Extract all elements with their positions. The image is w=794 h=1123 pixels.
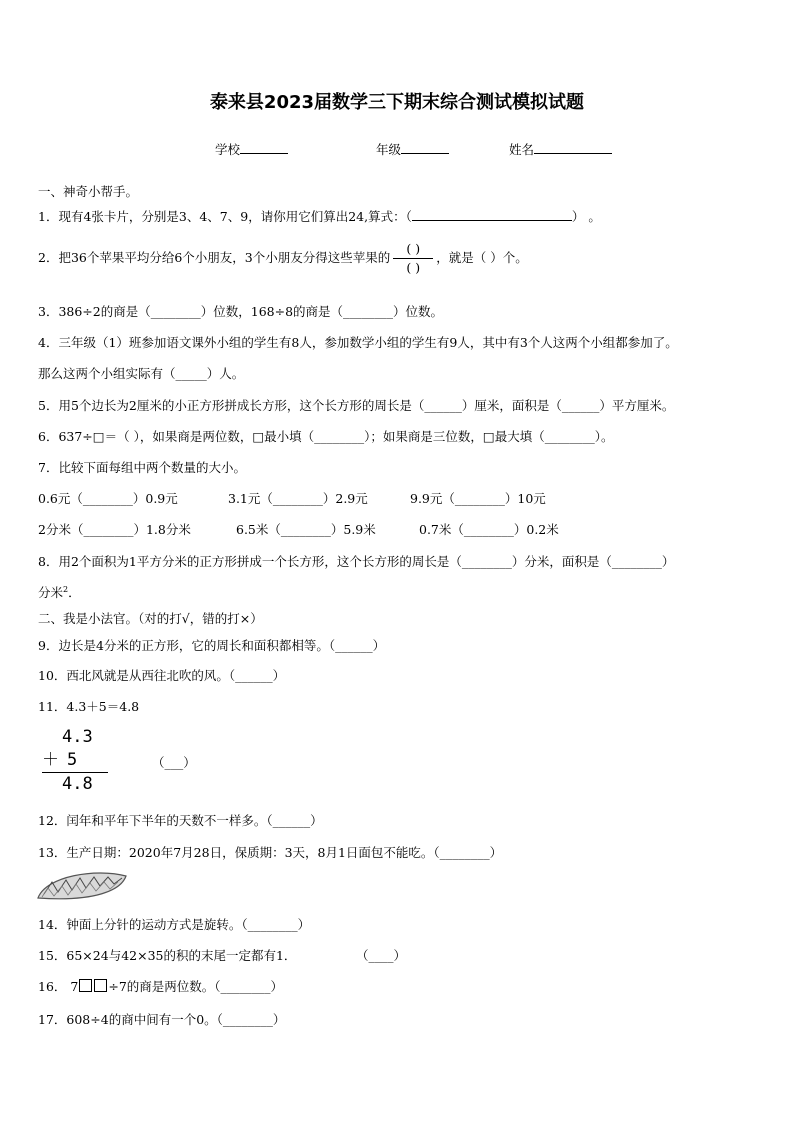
question-11: 11．4.3＋5＝4.8 [38, 699, 140, 714]
digit-box-icon[interactable] [94, 979, 107, 992]
section-1-heading: 一、神奇小帮手。 [38, 184, 139, 199]
question-16-text-b: ÷7的商是两位数。（________） [108, 979, 284, 994]
school-field [215, 140, 288, 158]
school-blank[interactable] [240, 140, 288, 154]
question-2-text-b: ，就是（ ）个。 [436, 250, 528, 265]
question-12: 12．闰年和平年下半年的天数不一样多。（______） [38, 813, 323, 828]
question-1-text: 1．现有4张卡片，分别是3、4、7、9，请你用它们算出24,算式：（ [38, 209, 412, 224]
question-7-row-1-b: 3.1元（________）2.9元 [228, 491, 368, 506]
question-8-end: ． [68, 585, 81, 600]
question-15-answer[interactable]: （____） [356, 948, 407, 963]
question-8-line-2 [38, 583, 81, 601]
digit-box-icon[interactable] [79, 979, 92, 992]
question-8-superscript: 2 [63, 584, 69, 594]
question-6: 6．637÷□＝（ ），如果商是两位数，□最小填（________）；如果商是三位数，□最大填（________）。 [38, 429, 614, 444]
vertical-addend: 5 [67, 750, 78, 770]
section-2-heading: 二、我是小法官。（对的打√，错的打×） [38, 611, 263, 626]
question-5: 5．用5个边长为2厘米的小正方形拼成长方形，这个长方形的周长是（______）厘米，面积是（______）平方厘米。 [38, 398, 675, 413]
vertical-result: 4.8 [62, 774, 93, 794]
question-7-row-2-a: 2分米（________）1.8分米 [38, 522, 191, 537]
question-2 [38, 241, 528, 276]
question-16-text-a: 16． 7 [38, 979, 79, 994]
question-7-row-2-b: 6.5米（________）5.9米 [236, 522, 376, 537]
question-8-line-1: 8．用2个面积为1平方分米的正方形拼成一个长方形，这个长方形的周长是（________）分米，面积是（________） [38, 554, 675, 569]
fraction-denominator: ( ) [406, 260, 421, 275]
name-blank[interactable] [534, 140, 612, 154]
question-7-row-1-c: 9.9元（________）10元 [410, 491, 546, 506]
grade-label: 年级 [376, 142, 402, 157]
question-14: 14．钟面上分针的运动方式是旋转。（________） [38, 917, 311, 932]
question-17: 17．608÷4的商中间有一个0。（________） [38, 1012, 286, 1027]
question-7-row-1-a: 0.6元（________）0.9元 [38, 491, 178, 506]
grade-blank[interactable] [401, 140, 449, 154]
question-8-unit: 分米 [38, 585, 64, 600]
school-label: 学校 [215, 142, 241, 157]
question-15: 15．65×24与42×35的积的末尾一定都有1． [38, 948, 297, 963]
plus-sign: ＋ [42, 750, 59, 770]
question-11-answer[interactable]: （___） [152, 755, 196, 770]
question-3: 3．386÷2的商是（________）位数，168÷8的商是（________）位数。 [38, 304, 444, 319]
question-16 [38, 977, 283, 995]
bread-icon [36, 868, 128, 904]
question-7: 7．比较下面每组中两个数量的大小。 [38, 460, 246, 475]
question-4-line-2: 那么这两个小组实际有（_____）人。 [38, 366, 245, 381]
vertical-addition [42, 726, 108, 796]
question-2-fraction[interactable] [393, 241, 433, 276]
vertical-plus-row [42, 749, 108, 773]
question-1-end: ） 。 [571, 209, 601, 224]
question-1 [38, 207, 601, 225]
fraction-numerator: ( ) [406, 241, 421, 256]
name-field [509, 140, 612, 158]
fraction-bar [393, 258, 433, 259]
page-title: 泰来县2023届数学三下期末综合测试模拟试题 [209, 92, 585, 113]
question-9: 9．边长是4分米的正方形，它的周长和面积都相等。（______） [38, 638, 386, 653]
question-4-line-1: 4．三年级（1）班参加语文课外小组的学生有8人，参加数学小组的学生有9人，其中有3个人这两个小组都参加了。 [38, 335, 678, 350]
name-label: 姓名 [509, 142, 535, 157]
question-1-answer-blank[interactable] [412, 207, 572, 221]
question-2-text-a: 2．把36个苹果平均分给6个小朋友，3个小朋友分得这些苹果的 [38, 250, 391, 265]
question-13: 13．生产日期：2020年7月28日，保质期：3天，8月1日面包不能吃。（________） [38, 845, 503, 860]
question-10: 10．西北风就是从西往北吹的风。（______） [38, 668, 286, 683]
question-7-row-2-c: 0.7米（________）0.2米 [419, 522, 559, 537]
vertical-top-number: 4.3 [62, 727, 93, 747]
grade-field [376, 140, 449, 158]
